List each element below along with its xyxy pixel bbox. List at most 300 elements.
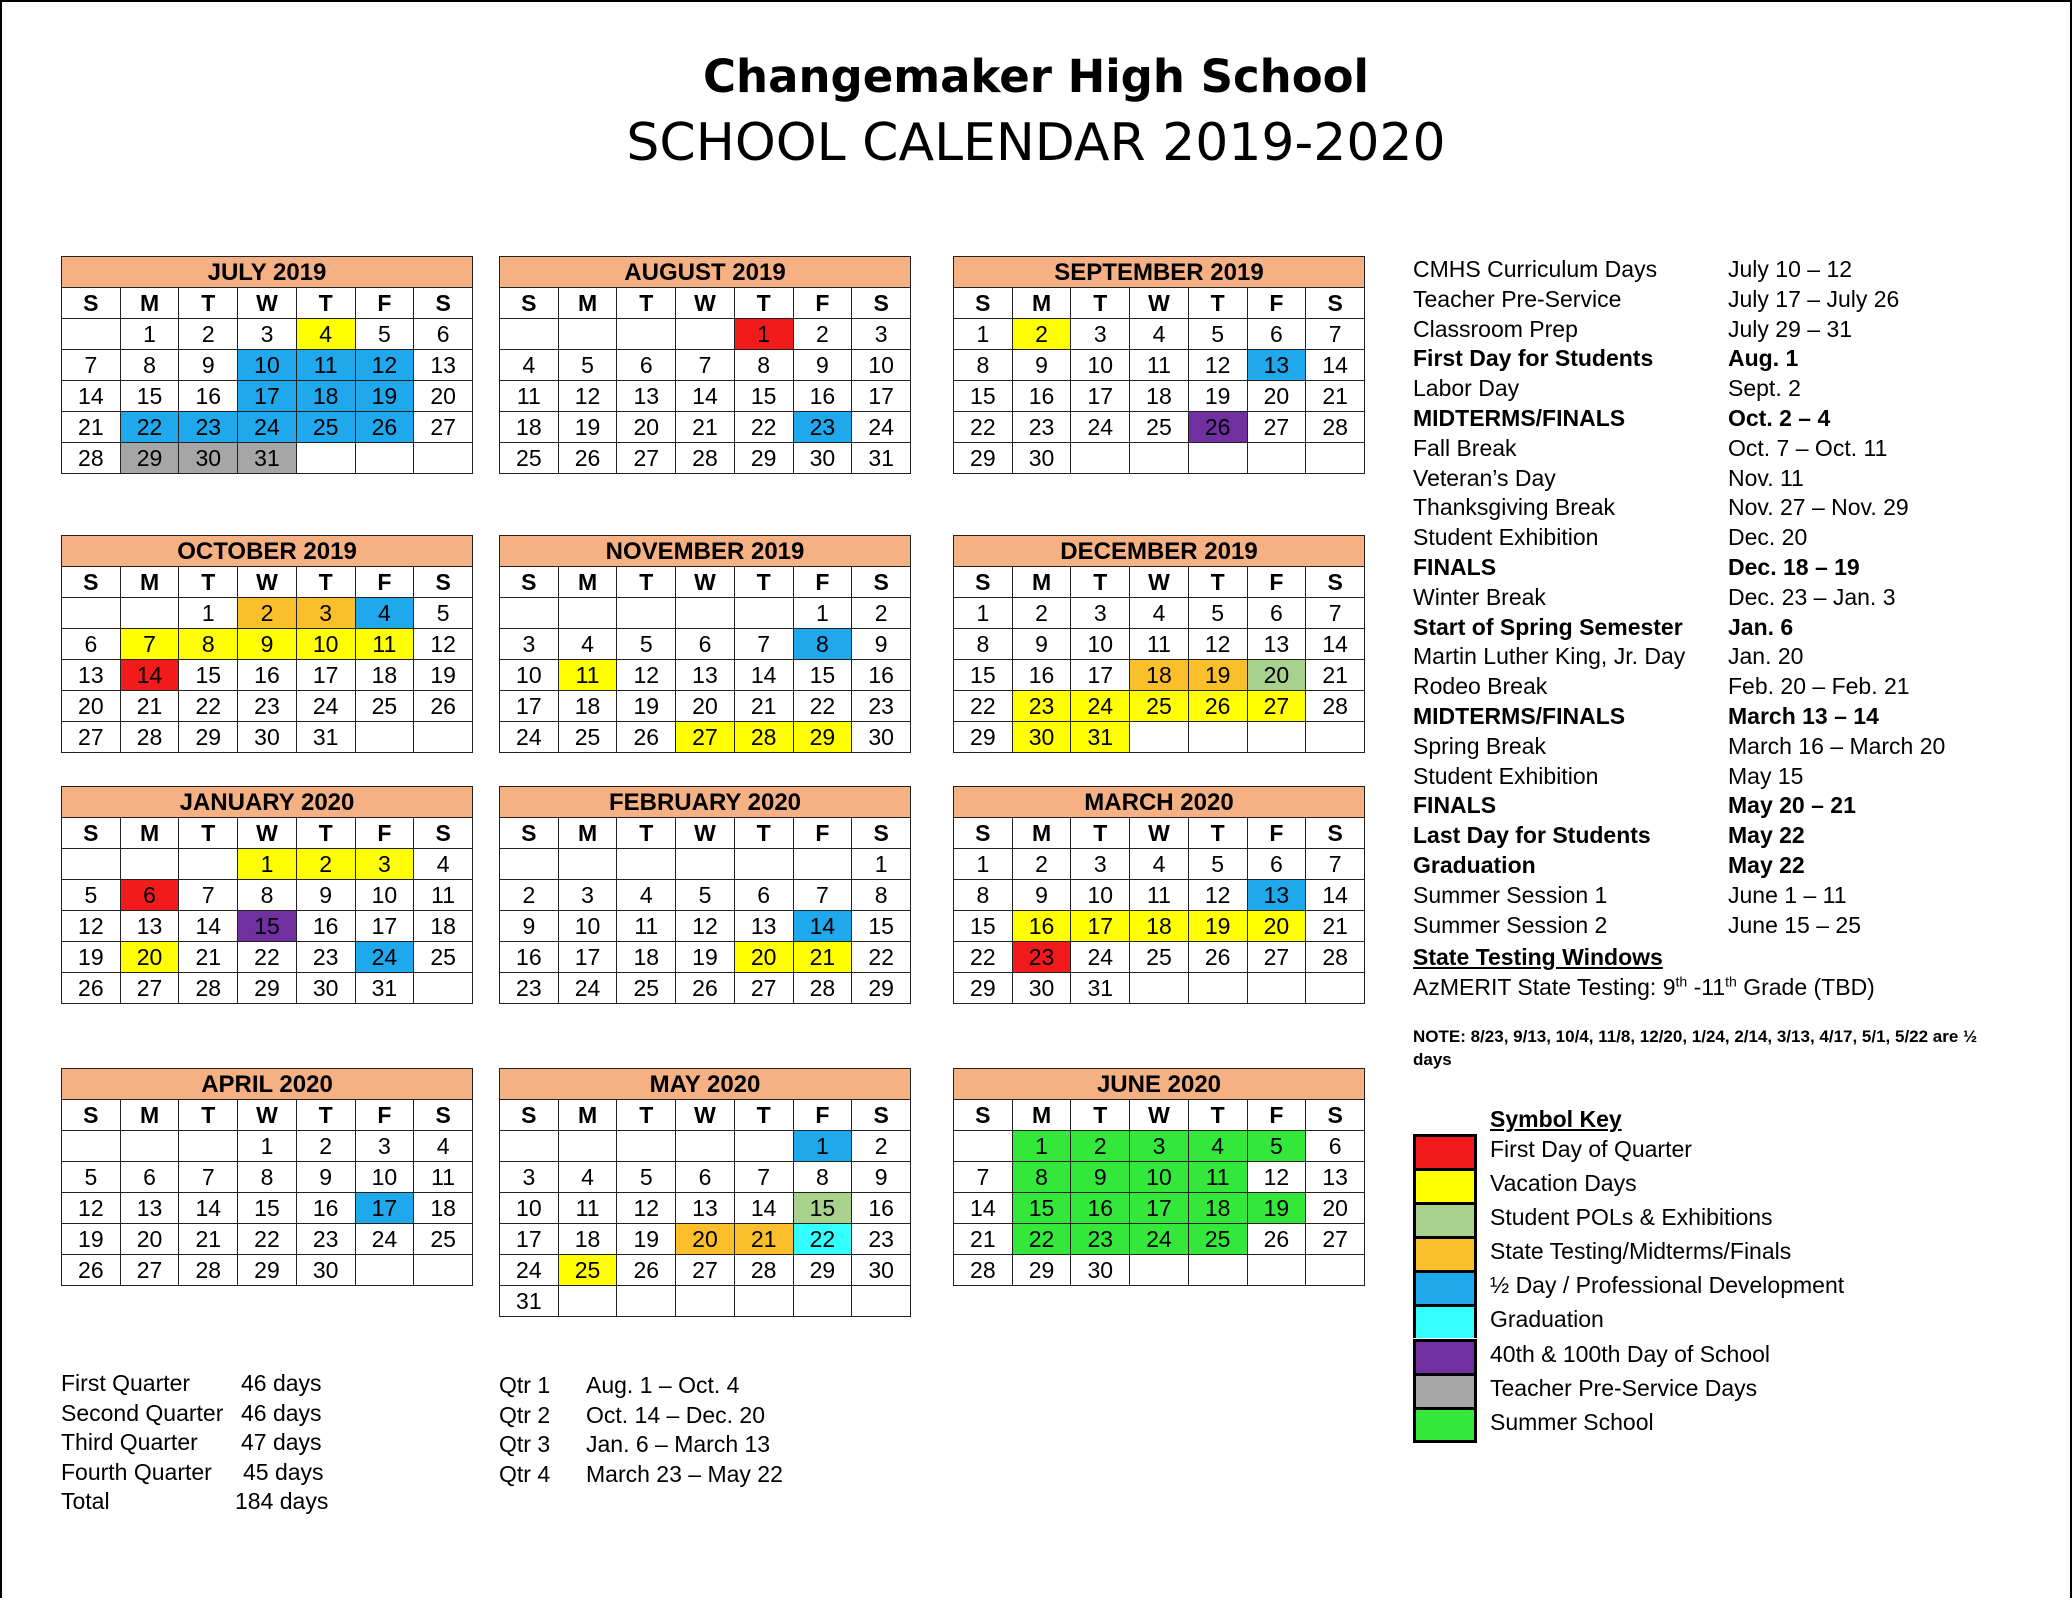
day-cell: 16 <box>852 1193 911 1224</box>
day-cell: 4 <box>617 880 676 911</box>
day-cell: 23 <box>1012 412 1071 443</box>
day-cell: 28 <box>62 443 121 474</box>
week-row <box>500 1255 911 1286</box>
quarter-value: March 23 – May 22 <box>586 1460 783 1487</box>
event-date: Dec. 18 – 19 <box>1728 553 1860 580</box>
day-cell: 28 <box>1306 691 1365 722</box>
day-cell: 12 <box>355 350 414 381</box>
day-cell: 6 <box>1247 598 1306 629</box>
month-july-2019 <box>61 256 473 474</box>
empty-cell <box>179 849 238 880</box>
day-cell: 25 <box>1188 1224 1247 1255</box>
day-cell: 31 <box>355 973 414 1004</box>
day-cell: 10 <box>500 1193 559 1224</box>
event-date: Dec. 23 – Jan. 3 <box>1728 583 1896 610</box>
day-cell: 17 <box>238 381 297 412</box>
day-cell: 23 <box>852 691 911 722</box>
weekday-label: T <box>734 1100 793 1131</box>
day-cell: 22 <box>852 942 911 973</box>
quarter-value: Jan. 6 – March 13 <box>586 1431 771 1457</box>
day-cell: 24 <box>500 1255 559 1286</box>
day-cell: 12 <box>617 1193 676 1224</box>
day-cell: 8 <box>852 880 911 911</box>
week-row <box>500 849 911 880</box>
day-cell: 8 <box>954 350 1013 381</box>
day-cell: 20 <box>1247 911 1306 942</box>
day-cell: 14 <box>734 1193 793 1224</box>
day-cell: 31 <box>1071 722 1130 753</box>
week-row <box>954 381 1365 412</box>
state-testing-prefix: AzMERIT State Testing: 9 <box>1413 974 1676 1000</box>
day-cell: 11 <box>296 350 355 381</box>
day-cell: 31 <box>852 443 911 474</box>
key-label: 40th & 100th Day of School <box>1490 1340 1771 1367</box>
empty-cell <box>1130 1255 1189 1286</box>
day-cell: 2 <box>1071 1131 1130 1162</box>
week-row <box>62 722 473 753</box>
day-cell: 11 <box>1188 1162 1247 1193</box>
event-name: FINALS <box>1413 792 1497 819</box>
weekday-label: S <box>954 288 1013 319</box>
day-cell: 17 <box>355 1193 414 1224</box>
day-cell: 11 <box>500 381 559 412</box>
day-cell: 15 <box>238 911 297 942</box>
day-cell: 16 <box>296 911 355 942</box>
empty-cell <box>414 973 473 1004</box>
day-cell: 9 <box>179 350 238 381</box>
weekday-label: F <box>355 288 414 319</box>
day-cell: 3 <box>558 880 617 911</box>
weekday-label: S <box>500 1100 559 1131</box>
weekday-label: T <box>1188 1100 1247 1131</box>
day-cell: 1 <box>238 849 297 880</box>
empty-cell <box>62 849 121 880</box>
day-cell: 6 <box>120 1162 179 1193</box>
day-cell: 8 <box>954 880 1013 911</box>
weekday-label: F <box>793 288 852 319</box>
weekday-label: S <box>954 818 1013 849</box>
color-swatch <box>1413 1373 1477 1407</box>
weekday-label: F <box>793 818 852 849</box>
day-cell: 19 <box>617 691 676 722</box>
day-cell: 23 <box>1012 942 1071 973</box>
week-row <box>954 1162 1365 1193</box>
day-cell: 25 <box>500 443 559 474</box>
empty-cell <box>414 722 473 753</box>
day-cell: 15 <box>954 660 1013 691</box>
day-cell: 5 <box>1188 849 1247 880</box>
weekday-label: T <box>296 567 355 598</box>
day-cell: 7 <box>120 629 179 660</box>
day-cell: 5 <box>1247 1131 1306 1162</box>
day-cell: 6 <box>676 629 735 660</box>
event-name: Rodeo Break <box>1413 673 1548 700</box>
day-cell: 15 <box>852 911 911 942</box>
day-cell: 28 <box>1306 942 1365 973</box>
day-cell: 27 <box>1306 1224 1365 1255</box>
quarter-label: First Quarter <box>61 1370 191 1396</box>
day-cell: 14 <box>1306 880 1365 911</box>
day-cell: 1 <box>734 319 793 350</box>
day-cell: 2 <box>296 849 355 880</box>
state-testing-heading: State Testing Windows <box>1413 944 1663 970</box>
day-cell: 1 <box>954 849 1013 880</box>
day-cell: 6 <box>62 629 121 660</box>
day-cell: 22 <box>793 691 852 722</box>
event-date: Jan. 6 <box>1728 613 1794 640</box>
day-cell: 15 <box>120 381 179 412</box>
empty-cell <box>1306 722 1365 753</box>
day-cell: 24 <box>296 691 355 722</box>
weekday-label: M <box>120 1100 179 1131</box>
day-cell: 18 <box>1188 1193 1247 1224</box>
empty-cell <box>617 849 676 880</box>
day-cell: 20 <box>1306 1193 1365 1224</box>
day-cell: 2 <box>179 319 238 350</box>
day-cell: 20 <box>676 691 735 722</box>
day-cell: 26 <box>617 1255 676 1286</box>
day-cell: 4 <box>1130 598 1189 629</box>
day-cell: 28 <box>676 443 735 474</box>
day-cell: 27 <box>1247 412 1306 443</box>
day-cell: 16 <box>179 381 238 412</box>
event-date: Nov. 11 <box>1728 464 1804 491</box>
day-cell: 15 <box>238 1193 297 1224</box>
weekday-label: T <box>1071 567 1130 598</box>
day-cell: 14 <box>793 911 852 942</box>
day-cell: 23 <box>179 412 238 443</box>
event-name: Student Exhibition <box>1413 524 1599 551</box>
day-cell: 2 <box>1012 319 1071 350</box>
day-cell: 8 <box>734 350 793 381</box>
day-cell: 19 <box>617 1224 676 1255</box>
quarter-label: Qtr 4 <box>499 1460 551 1487</box>
event-date: Aug. 1 <box>1728 345 1799 372</box>
day-cell: 31 <box>1071 973 1130 1004</box>
day-cell: 3 <box>238 319 297 350</box>
day-cell: 1 <box>954 319 1013 350</box>
empty-cell <box>793 849 852 880</box>
quarter-value: 47 days <box>241 1429 322 1455</box>
day-cell: 7 <box>734 1162 793 1193</box>
day-cell: 4 <box>500 350 559 381</box>
day-cell: 4 <box>1130 849 1189 880</box>
day-cell: 29 <box>793 722 852 753</box>
week-row <box>954 1193 1365 1224</box>
color-swatch <box>1413 1407 1477 1443</box>
day-cell: 18 <box>296 381 355 412</box>
day-cell: 1 <box>954 598 1013 629</box>
quarter-label: Fourth Quarter <box>61 1458 212 1485</box>
weekday-label: S <box>1306 818 1365 849</box>
quarter-value: 184 days <box>235 1488 329 1514</box>
event-name: MIDTERMS/FINALS <box>1413 702 1626 729</box>
day-cell: 14 <box>1306 350 1365 381</box>
day-cell: 26 <box>558 443 617 474</box>
day-cell: 10 <box>355 1162 414 1193</box>
day-cell: 17 <box>355 911 414 942</box>
day-cell: 9 <box>238 629 297 660</box>
day-cell: 13 <box>1247 350 1306 381</box>
weekday-label: M <box>558 288 617 319</box>
day-cell: 29 <box>852 973 911 1004</box>
day-cell: 20 <box>62 691 121 722</box>
day-cell: 9 <box>852 1162 911 1193</box>
day-cell: 5 <box>1188 319 1247 350</box>
event-name: Student Exhibition <box>1413 762 1599 789</box>
week-row <box>500 598 911 629</box>
day-cell: 7 <box>793 880 852 911</box>
day-cell: 30 <box>296 1255 355 1286</box>
day-cell: 22 <box>793 1224 852 1255</box>
day-cell: 20 <box>734 942 793 973</box>
day-cell: 11 <box>414 1162 473 1193</box>
day-cell: 17 <box>1071 911 1130 942</box>
quarter-value: Aug. 1 – Oct. 4 <box>586 1372 740 1398</box>
day-cell: 20 <box>1247 381 1306 412</box>
day-cell: 27 <box>62 722 121 753</box>
week-row <box>500 350 911 381</box>
day-cell: 10 <box>500 660 559 691</box>
day-cell: 22 <box>1012 1224 1071 1255</box>
day-cell: 24 <box>1071 412 1130 443</box>
day-cell: 24 <box>355 942 414 973</box>
day-cell: 3 <box>1071 598 1130 629</box>
day-cell: 11 <box>1130 880 1189 911</box>
event-name: Last Day for Students <box>1413 822 1651 849</box>
empty-cell <box>1188 1255 1247 1286</box>
day-cell: 10 <box>558 911 617 942</box>
key-label: Summer School <box>1490 1408 1654 1435</box>
week-row <box>954 722 1365 753</box>
empty-cell <box>1247 973 1306 1004</box>
day-cell: 6 <box>1306 1131 1365 1162</box>
week-row <box>500 1224 911 1255</box>
day-cell: 14 <box>676 381 735 412</box>
empty-cell <box>500 1131 559 1162</box>
weekday-label: M <box>120 567 179 598</box>
weekday-label: W <box>676 1100 735 1131</box>
color-swatch <box>1413 1236 1477 1270</box>
event-date: May 15 <box>1728 762 1804 789</box>
month-may-2020 <box>499 1068 911 1317</box>
calendar-title: SCHOOL CALENDAR 2019-2020 <box>626 113 1446 173</box>
weekday-label: M <box>120 818 179 849</box>
day-cell: 27 <box>734 973 793 1004</box>
day-cell: 9 <box>1012 350 1071 381</box>
day-cell: 25 <box>1130 691 1189 722</box>
weekday-label: F <box>355 818 414 849</box>
weekday-label: F <box>793 1100 852 1131</box>
day-cell: 7 <box>1306 319 1365 350</box>
day-cell: 7 <box>179 1162 238 1193</box>
empty-cell <box>179 1131 238 1162</box>
state-testing-suffix: Grade (TBD) <box>1736 974 1875 1000</box>
event-name: Veteran’s Day <box>1413 464 1556 491</box>
day-cell: 10 <box>852 350 911 381</box>
day-cell: 26 <box>414 691 473 722</box>
week-row <box>954 973 1365 1004</box>
day-cell: 30 <box>296 973 355 1004</box>
day-cell: 25 <box>355 691 414 722</box>
event-date: March 13 – 14 <box>1728 702 1879 729</box>
day-cell: 21 <box>1306 381 1365 412</box>
week-row <box>62 412 473 443</box>
day-cell: 22 <box>238 942 297 973</box>
day-cell: 2 <box>500 880 559 911</box>
day-cell: 28 <box>179 1255 238 1286</box>
day-cell: 6 <box>1247 319 1306 350</box>
day-cell: 13 <box>676 1193 735 1224</box>
day-cell: 26 <box>1188 412 1247 443</box>
day-cell: 28 <box>120 722 179 753</box>
day-cell: 23 <box>238 691 297 722</box>
weekday-label: M <box>1012 1100 1071 1131</box>
day-cell: 3 <box>1071 849 1130 880</box>
weekday-label: T <box>617 818 676 849</box>
weekday-label: M <box>558 1100 617 1131</box>
day-cell: 13 <box>120 911 179 942</box>
day-cell: 24 <box>1130 1224 1189 1255</box>
day-cell: 25 <box>1130 412 1189 443</box>
day-cell: 7 <box>1306 849 1365 880</box>
day-cell: 12 <box>62 911 121 942</box>
day-cell: 29 <box>238 1255 297 1286</box>
day-cell: 15 <box>734 381 793 412</box>
day-cell: 6 <box>1247 849 1306 880</box>
day-cell: 25 <box>558 722 617 753</box>
weekday-label: T <box>734 288 793 319</box>
day-cell: 29 <box>179 722 238 753</box>
day-cell: 6 <box>414 319 473 350</box>
day-cell: 7 <box>734 629 793 660</box>
quarter-value: 46 days <box>241 1370 322 1396</box>
week-row <box>500 1162 911 1193</box>
weekday-label: M <box>1012 818 1071 849</box>
day-cell: 24 <box>500 722 559 753</box>
week-row <box>954 629 1365 660</box>
week-row <box>954 319 1365 350</box>
weekday-label: W <box>1130 1100 1189 1131</box>
weekday-label: F <box>1247 818 1306 849</box>
week-row <box>500 942 911 973</box>
week-row <box>62 598 473 629</box>
day-cell: 9 <box>500 911 559 942</box>
empty-cell <box>558 598 617 629</box>
day-cell: 9 <box>793 350 852 381</box>
empty-cell <box>1071 443 1130 474</box>
empty-cell <box>852 1286 911 1317</box>
day-cell: 8 <box>179 629 238 660</box>
day-cell: 14 <box>734 660 793 691</box>
week-row <box>62 942 473 973</box>
day-cell: 23 <box>1012 691 1071 722</box>
day-cell: 26 <box>1188 942 1247 973</box>
week-row <box>62 1162 473 1193</box>
day-cell: 6 <box>734 880 793 911</box>
day-cell: 17 <box>500 691 559 722</box>
day-cell: 16 <box>1012 660 1071 691</box>
day-cell: 4 <box>1130 319 1189 350</box>
month-title: FEBRUARY 2020 <box>500 787 911 818</box>
day-cell: 1 <box>793 1131 852 1162</box>
day-cell: 10 <box>1130 1162 1189 1193</box>
weekday-label: W <box>238 818 297 849</box>
quarter-label: Qtr 1 <box>499 1372 551 1398</box>
weekday-label: T <box>1188 567 1247 598</box>
weekday-label: T <box>1188 288 1247 319</box>
day-cell: 19 <box>1188 660 1247 691</box>
empty-cell <box>1247 1255 1306 1286</box>
weekday-label: T <box>1071 288 1130 319</box>
day-cell: 14 <box>179 911 238 942</box>
day-cell: 3 <box>500 1162 559 1193</box>
empty-cell <box>734 598 793 629</box>
week-row <box>954 691 1365 722</box>
quarter-label: Total <box>61 1488 110 1514</box>
month-august-2019 <box>499 256 911 474</box>
event-date: June 15 – 25 <box>1728 911 1862 938</box>
day-cell: 18 <box>500 412 559 443</box>
day-cell: 4 <box>414 1131 473 1162</box>
event-date: March 16 – March 20 <box>1728 732 1946 759</box>
empty-cell <box>355 722 414 753</box>
weekday-label: M <box>1012 288 1071 319</box>
day-cell: 9 <box>852 629 911 660</box>
month-november-2019 <box>499 535 911 753</box>
week-row <box>62 629 473 660</box>
month-title: JANUARY 2020 <box>62 787 473 818</box>
empty-cell <box>676 598 735 629</box>
day-cell: 19 <box>1247 1193 1306 1224</box>
empty-cell <box>1188 722 1247 753</box>
empty-cell <box>617 1131 676 1162</box>
day-cell: 30 <box>793 443 852 474</box>
weekday-label: T <box>1071 1100 1130 1131</box>
weekday-label: W <box>238 288 297 319</box>
day-cell: 12 <box>1188 880 1247 911</box>
day-cell: 21 <box>179 1224 238 1255</box>
quarter-value: Oct. 14 – Dec. 20 <box>586 1401 765 1428</box>
day-cell: 29 <box>954 973 1013 1004</box>
day-cell: 10 <box>355 880 414 911</box>
weekday-label: F <box>355 567 414 598</box>
color-swatch <box>1413 1168 1477 1202</box>
day-cell: 22 <box>954 942 1013 973</box>
day-cell: 10 <box>296 629 355 660</box>
color-swatch <box>1413 1339 1477 1373</box>
day-cell: 11 <box>1130 629 1189 660</box>
week-row <box>62 660 473 691</box>
empty-cell <box>296 443 355 474</box>
weekday-label: S <box>1306 567 1365 598</box>
weekday-label: M <box>558 567 617 598</box>
day-cell: 22 <box>734 412 793 443</box>
day-cell: 28 <box>793 973 852 1004</box>
weekday-label: S <box>62 1100 121 1131</box>
day-cell: 5 <box>617 629 676 660</box>
day-cell: 14 <box>1306 629 1365 660</box>
week-row <box>954 942 1365 973</box>
month-january-2020 <box>61 786 473 1004</box>
weekday-label: S <box>500 818 559 849</box>
weekday-label: W <box>1130 818 1189 849</box>
event-date: May 20 – 21 <box>1728 792 1856 819</box>
weekday-label: T <box>617 288 676 319</box>
weekday-label: T <box>179 567 238 598</box>
week-row <box>62 381 473 412</box>
day-cell: 2 <box>852 1131 911 1162</box>
